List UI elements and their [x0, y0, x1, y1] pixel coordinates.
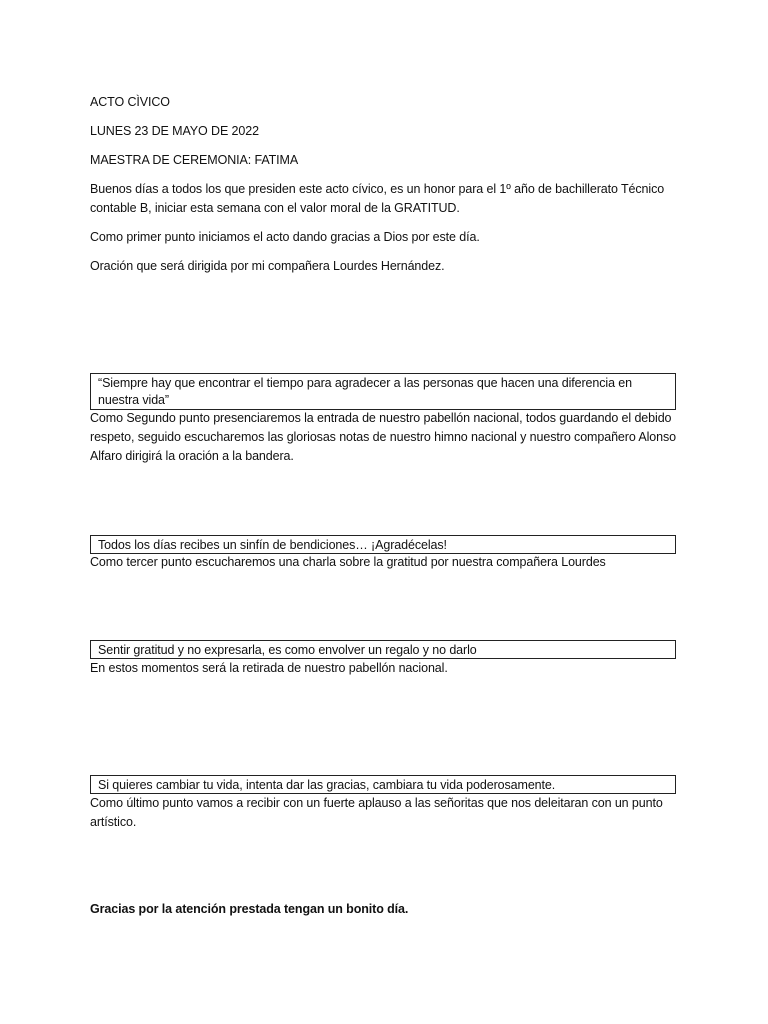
fourth-point: En estos momentos será la retirada de nuestro pabellón nacional. [90, 661, 448, 675]
closing-message: Gracias por la atención prestada tengan un bonito día. [90, 902, 409, 916]
quote-box-3: Sentir gratitud y no expresarla, es como envolver un regalo y no darlo [90, 640, 676, 659]
ceremony-host: MAESTRA DE CEREMONIA: FATIMA [90, 153, 299, 167]
third-point: Como tercer punto escucharemos una charla sobre la gratitud por nuestra compañera Lourdes [90, 555, 606, 569]
second-point: Como Segundo punto presenciaremos la entrada de nuestro pabellón nacional, todos guardando el debido respeto, seguido escucharemos las gloriosas notas de nuestro himno nacional y nuestro compañero Alonso Alfaro dirigirá la oración a la bandera. [90, 411, 676, 463]
document-date: LUNES 23 DE MAYO DE 2022 [90, 124, 259, 138]
first-point: Como primer punto iniciamos el acto dando gracias a Dios por este día. [90, 230, 480, 244]
quote-box-4: Si quieres cambiar tu vida, intenta dar las gracias, cambiara tu vida poderosamente. [90, 775, 676, 794]
fifth-point: Como último punto vamos a recibir con un fuerte aplauso a las señoritas que nos deleitaran con un punto artístico. [90, 796, 663, 829]
quote-box-1: “Siempre hay que encontrar el tiempo para agradecer a las personas que hacen una diferencia en nuestra vida” [90, 373, 676, 410]
document-title: ACTO CÌVICO [90, 95, 170, 109]
prayer-note: Oración que será dirigida por mi compañera Lourdes Hernández. [90, 259, 445, 273]
intro-paragraph: Buenos días a todos los que presiden este acto cívico, es un honor para el 1º año de bachillerato Técnico contable B, iniciar esta semana con el valor moral de la GRATITUD. [90, 182, 665, 215]
quote-box-2: Todos los días recibes un sinfín de bendiciones… ¡Agradécelas! [90, 535, 676, 554]
